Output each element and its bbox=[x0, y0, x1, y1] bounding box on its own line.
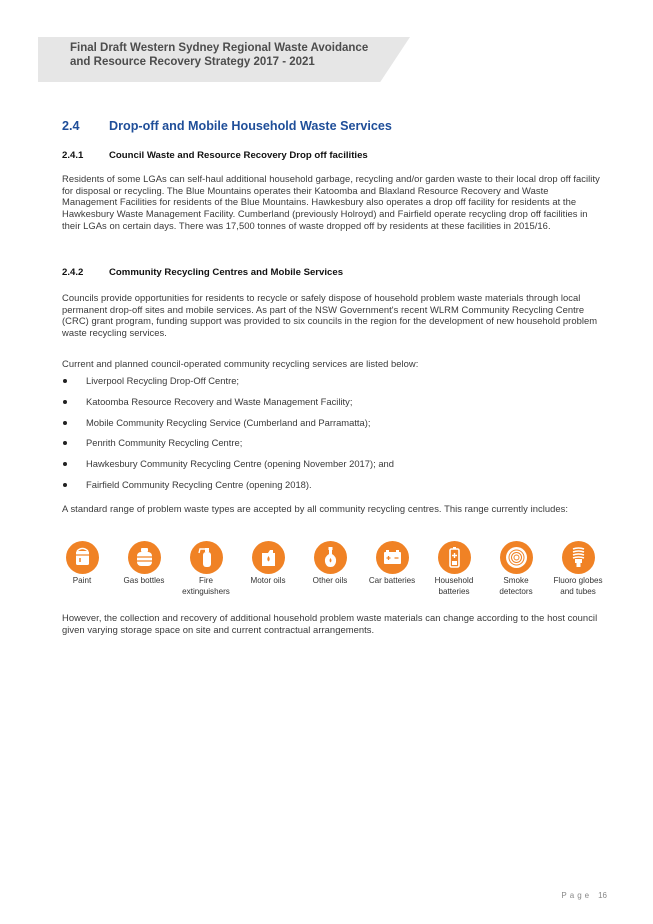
waste-type-motor-oils bbox=[238, 541, 298, 587]
car-battery-icon bbox=[376, 541, 409, 574]
list-item-text: Katoomba Resource Recovery and Waste Management Facility; bbox=[86, 395, 353, 407]
waste-type-label: Gas bottles bbox=[123, 576, 165, 585]
list-item bbox=[62, 437, 602, 449]
waste-type-household-batteries bbox=[424, 541, 484, 596]
waste-type-label-2: and tubes bbox=[560, 587, 596, 596]
bullet-icon bbox=[63, 421, 67, 425]
list-item bbox=[62, 479, 602, 491]
fluoro-globe-icon bbox=[562, 541, 595, 574]
waste-type-label: Smoke bbox=[503, 576, 529, 585]
subsection-heading-2 bbox=[62, 267, 343, 278]
waste-type-label: Motor oils bbox=[250, 576, 286, 585]
subsection-number-2: 2.4.2 bbox=[62, 267, 84, 278]
list-item bbox=[62, 396, 602, 408]
paragraph-closing: However, the collection and recovery of additional household problem waste materials can change according to the host council given varying storage space on site and current contractual arrangements. bbox=[62, 612, 598, 635]
household-battery-icon bbox=[438, 541, 471, 574]
list-item-text: Liverpool Recycling Drop-Off Centre; bbox=[86, 375, 240, 386]
waste-type-label: Paint bbox=[72, 576, 92, 585]
paragraph-services-list-intro: Current and planned council-operated community recycling services are listed below: bbox=[62, 358, 419, 369]
subsection-heading-1 bbox=[62, 150, 368, 161]
waste-type-label-2: extinguishers bbox=[182, 587, 230, 596]
waste-type-label: Fire bbox=[199, 576, 213, 585]
bullet-icon bbox=[63, 441, 67, 445]
subsection-number-1: 2.4.1 bbox=[62, 150, 84, 161]
waste-type-smoke-detectors bbox=[486, 541, 546, 596]
waste-type-car-batteries bbox=[362, 541, 422, 587]
paint-can-icon bbox=[66, 541, 99, 574]
bullet-icon bbox=[63, 379, 67, 383]
list-item bbox=[62, 375, 602, 387]
waste-type-fluoro-globes bbox=[548, 541, 608, 596]
waste-type-gas-bottles bbox=[114, 541, 174, 587]
list-item bbox=[62, 458, 602, 470]
oil-bottle-icon bbox=[314, 541, 347, 574]
waste-type-fire-extinguishers bbox=[176, 541, 236, 596]
waste-type-label: Household bbox=[434, 576, 474, 585]
list-item bbox=[62, 417, 602, 429]
document-title-line1: Final Draft Western Sydney Regional Waste Avoidance bbox=[70, 42, 369, 54]
section-heading bbox=[62, 119, 392, 133]
bullet-icon bbox=[63, 462, 67, 466]
document-title-line2: and Resource Recovery Strategy 2017 - 2021 bbox=[70, 56, 315, 68]
waste-type-label: Car batteries bbox=[368, 576, 416, 585]
list-item-text: Penrith Community Recycling Centre; bbox=[86, 437, 243, 449]
waste-type-label: Other oils bbox=[312, 576, 348, 585]
paragraph-waste-types-intro: A standard range of problem waste types are accepted by all community recycling centres. This range currently includes: bbox=[62, 503, 569, 514]
list-item-text: Fairfield Community Recycling Centre (opening 2018). bbox=[86, 478, 312, 490]
waste-types-icon-row bbox=[62, 541, 602, 601]
paragraph-crc-intro: Councils provide opportunities for residents to recycle or safely dispose of household problem waste materials through local permanent drop-off sites and mobile services. As part of the NSW Government's recent WLRM Community Recycling Centre (CRC) grant program, funding support was provided to six councils in the region for the development of new household problem waste recycling services. bbox=[62, 292, 598, 339]
document-title bbox=[70, 41, 410, 69]
page-footer bbox=[561, 891, 607, 900]
services-list bbox=[62, 375, 602, 500]
list-item-text: Hawkesbury Community Recycling Centre (opening November 2017); and bbox=[86, 458, 394, 470]
waste-type-paint bbox=[52, 541, 112, 587]
bullet-icon bbox=[63, 400, 67, 404]
list-item-text: Mobile Community Recycling Service (Cumberland and Parramatta); bbox=[86, 416, 371, 428]
fire-extinguisher-icon bbox=[190, 541, 223, 574]
subsection-title-2: Community Recycling Centres and Mobile Services bbox=[109, 267, 344, 278]
section-title: Drop-off and Mobile Household Waste Services bbox=[109, 119, 392, 133]
motor-oil-icon bbox=[252, 541, 285, 574]
waste-type-label-2: batteries bbox=[438, 587, 470, 596]
subsection-title-1: Council Waste and Resource Recovery Drop off facilities bbox=[109, 150, 368, 161]
waste-type-label-2: detectors bbox=[499, 587, 533, 596]
bullet-icon bbox=[63, 483, 67, 487]
gas-bottle-icon bbox=[128, 541, 161, 574]
page-label: Page bbox=[561, 891, 593, 900]
page-number: 16 bbox=[598, 891, 607, 900]
section-number: 2.4 bbox=[62, 119, 80, 133]
paragraph-dropoff-facilities: Residents of some LGAs can self-haul additional household garbage, recycling and/or garden waste to their local drop off facility for disposal or recycling. The Blue Mountains operates their Katoomba and Blaxland Resource Recovery and Waste Management Facilities for residents of the Blue Mountains. Hawkesbury also operates a drop off facility for residents at the Hawkesbury Waste Management Facility. Cumberland (previously Holroyd) and Fairfield operate recycling drop off facilities in their LGAs on certain days. There was 17,500 tonnes of waste dropped off by residents at these facilities in 2015/16. bbox=[62, 173, 600, 231]
waste-type-label: Fluoro globes bbox=[553, 576, 603, 585]
waste-type-other-oils bbox=[300, 541, 360, 587]
smoke-detector-icon bbox=[500, 541, 533, 574]
